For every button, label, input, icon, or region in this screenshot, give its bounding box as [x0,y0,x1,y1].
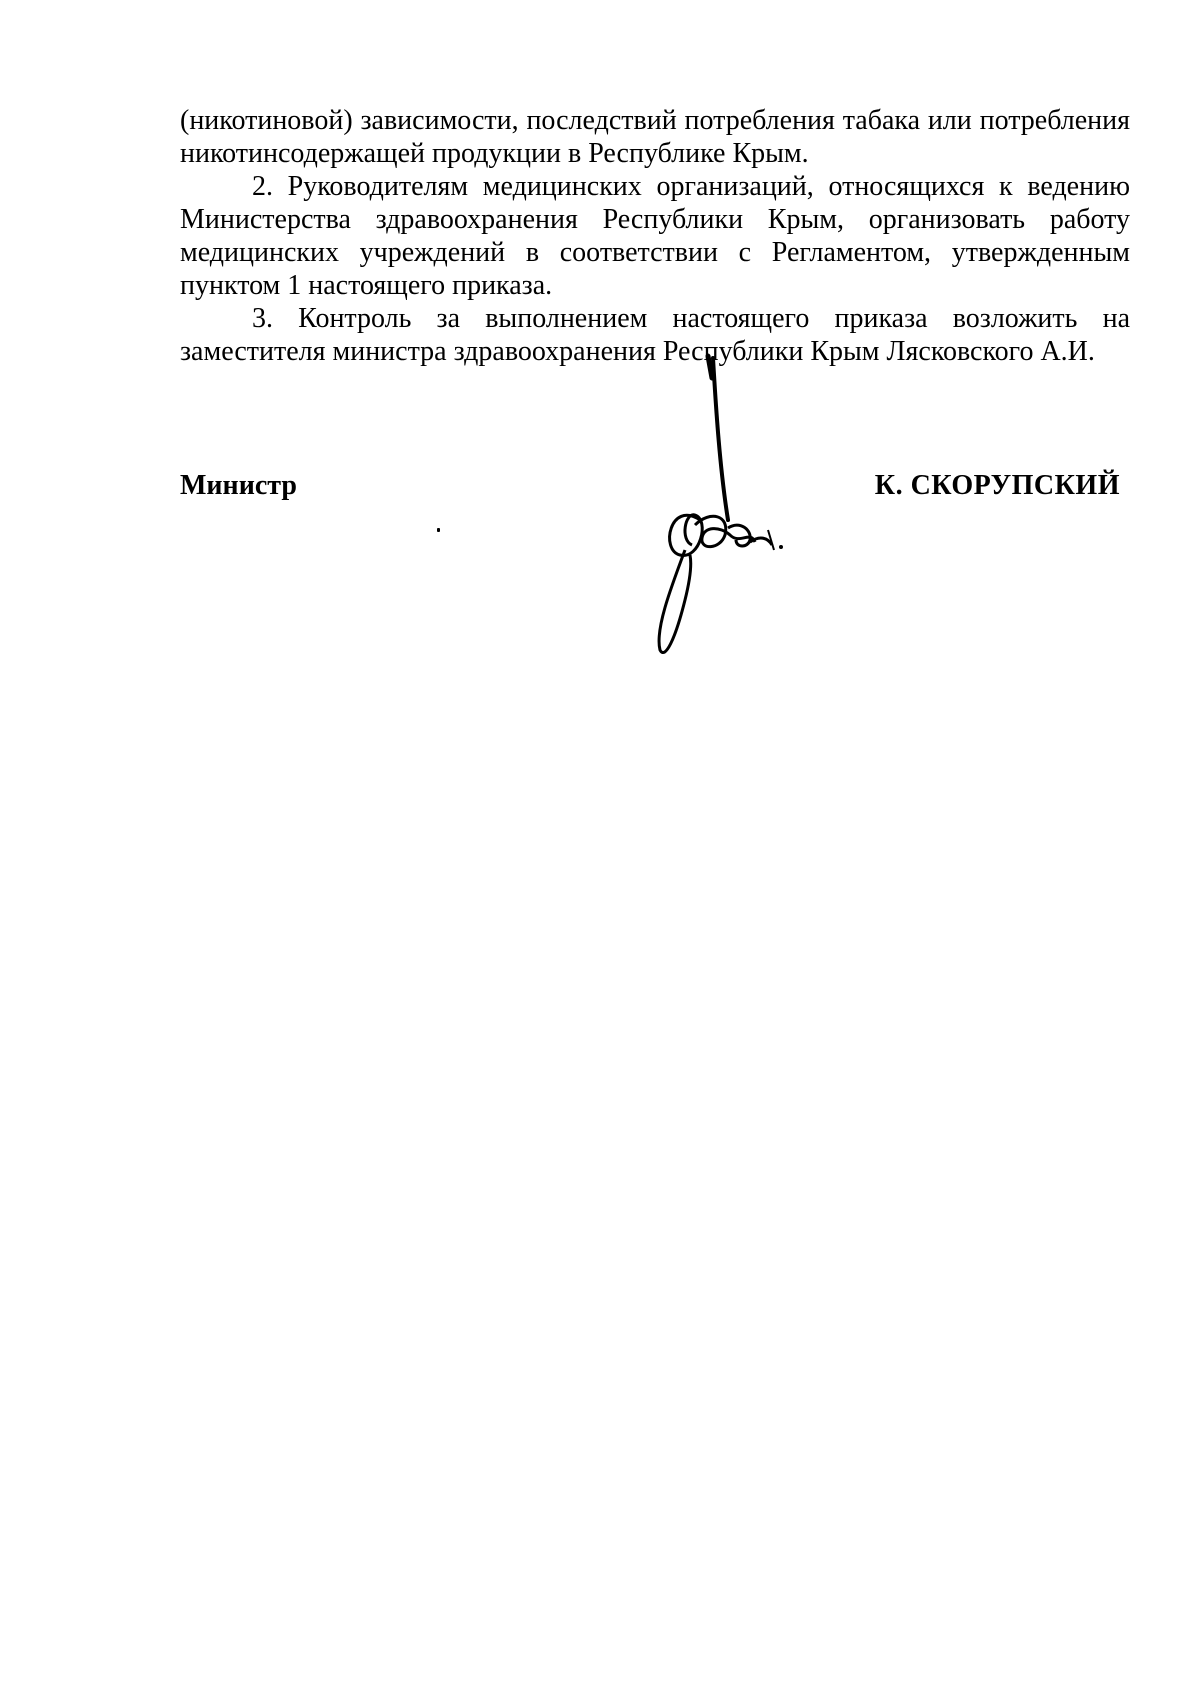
signatory-title: Министр [180,470,297,501]
paragraph-continuation: (никотиновой) зависимости, последствий потребления табака или потребления никотинсодержащей продукции в Республике Крым. [180,105,1130,169]
handwritten-signature-icon [640,350,820,670]
paragraph-item-3: 3. Контроль за выполнением настоящего приказа возложить на заместителя министра здравоохранения Республики Крым Лясковского А.И. [180,303,1130,367]
scan-speck [437,528,440,532]
signatory-name: К. СКОРУПСКИЙ [874,470,1120,501]
paragraph-item-2: 2. Руководителям медицинских организаций, относящихся к ведению Министерства здравоохранения Республики Крым, организовать работу медицинских учреждений в соответствии с Регламентом, утвержденным пунктом 1 настоящего приказа. [180,171,1130,301]
document-body [180,104,1130,368]
